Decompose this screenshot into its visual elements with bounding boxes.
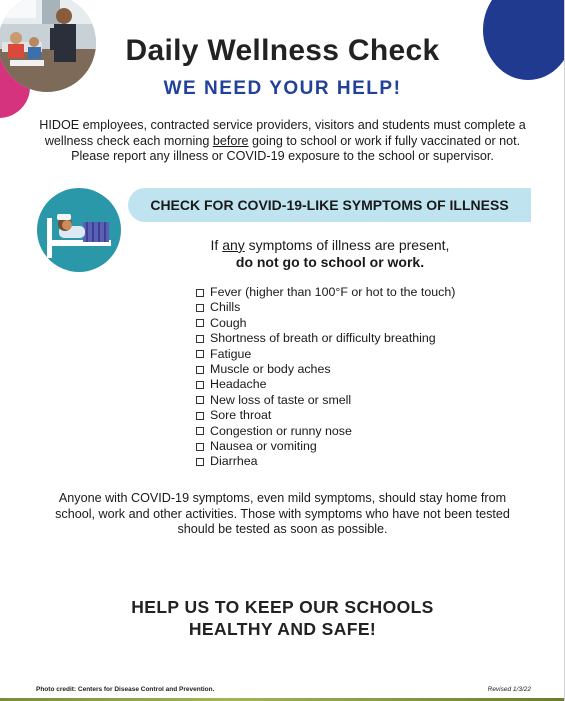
symptom-label: Fever (higher than 100°F or hot to the touch) (210, 285, 456, 299)
symptom-item (196, 331, 455, 346)
symptom-label: Nausea or vomiting (210, 438, 317, 453)
checkbox-icon[interactable] (196, 412, 204, 420)
checkbox-icon[interactable] (196, 319, 204, 327)
symptom-item (196, 285, 455, 300)
call-to-action-line-2: HEALTHY AND SAFE! (188, 619, 377, 639)
warning-text-start: If (210, 237, 223, 253)
symptom-item (196, 424, 455, 439)
symptom-item (196, 408, 455, 423)
checkbox-icon[interactable] (196, 427, 204, 435)
symptom-label: Chills (210, 300, 241, 315)
symptom-item (196, 300, 455, 315)
symptom-label: New loss of taste or smell (210, 392, 352, 407)
intro-emphasis: before (212, 133, 249, 148)
checkbox-icon[interactable] (196, 443, 204, 451)
checkbox-icon[interactable] (196, 335, 204, 343)
checkbox-icon[interactable] (196, 366, 204, 374)
call-to-action (0, 596, 565, 640)
sick-person-in-bed-icon (37, 188, 121, 272)
symptoms-banner-text: CHECK FOR COVID-19-LIKE SYMPTOMS OF ILLNESS (150, 197, 509, 213)
symptom-item (196, 439, 455, 454)
checkbox-icon[interactable] (196, 304, 204, 312)
sick-person-art (37, 188, 121, 272)
photo-credit: Photo credit: Centers for Disease Control and Prevention. (36, 686, 215, 693)
symptoms-banner (128, 188, 531, 222)
checkbox-icon[interactable] (196, 350, 204, 358)
checkbox-icon[interactable] (196, 458, 204, 466)
intro-paragraph (24, 118, 541, 165)
symptom-label: Shortness of breath or difficulty breathing (210, 331, 436, 346)
symptom-label: Muscle or body aches (210, 361, 331, 376)
checkbox-icon[interactable] (196, 396, 204, 404)
call-to-action-line-1: HELP US TO KEEP OUR SCHOOLS (131, 597, 434, 617)
symptom-item (196, 377, 455, 392)
revision-date: Revised 1/3/22 (487, 686, 531, 693)
warning-emphasis: any (222, 237, 245, 253)
symptom-item (196, 316, 455, 331)
closing-paragraph: Anyone with COVID-19 symptoms, even mild symptoms, should stay home from school, work and other activities. Those with symptoms who have not been tested should be tested as soon as possible. (55, 491, 510, 536)
intro-text-start: HIDOE employees, contracted service providers, visitors and students must complete a wellness check each morning (39, 118, 526, 148)
page-subtitle: WE NEED YOUR HELP! (163, 78, 402, 99)
symptom-label: Sore throat (210, 408, 272, 423)
symptom-label: Diarrhea (210, 454, 258, 469)
intro-text-end: going to school or work if fully vaccinated or not. Please report any illness or COVID-19 exposure to the school or supervisor. (71, 133, 521, 163)
checkbox-icon[interactable] (196, 381, 204, 389)
symptom-label: Headache (210, 377, 267, 392)
checkbox-icon[interactable] (196, 289, 204, 297)
symptom-label: Fatigue (210, 346, 252, 361)
warning-line-1 (130, 237, 530, 253)
page-title: Daily Wellness Check (125, 34, 440, 67)
warning-text-end: symptoms of illness are present, (244, 237, 450, 253)
symptom-item (196, 393, 455, 408)
symptom-label: Cough (210, 315, 247, 330)
warning-line-2: do not go to school or work. (235, 254, 425, 270)
symptom-item (196, 454, 455, 469)
symptom-checklist (196, 285, 455, 470)
symptom-item (196, 347, 455, 362)
symptom-item (196, 362, 455, 377)
symptom-label: Congestion or runny nose (210, 423, 352, 438)
